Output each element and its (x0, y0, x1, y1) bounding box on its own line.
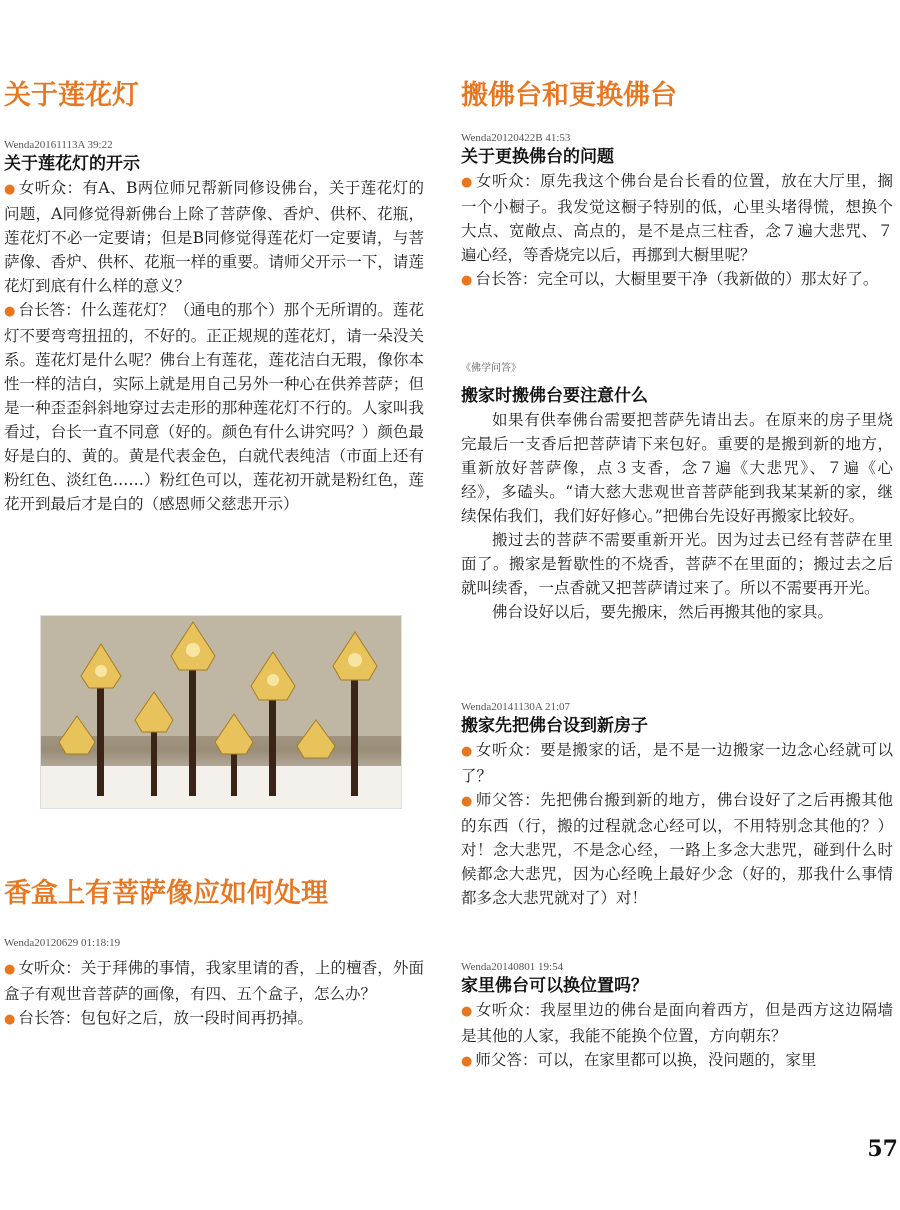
answer-paragraph (461, 1048, 893, 1074)
answer-paragraph (4, 1006, 424, 1032)
bullet-icon: ● (4, 962, 16, 977)
section-title-incense-box: 香盒上有菩萨像应如何处理 (4, 878, 328, 909)
answer-text: 师父答：先把佛台搬到新的地方，佛台设好了之后再搬其他的东西（行，搬的过程就念心经可以，不用特别念其他的？）对！念大悲咒，不是念心经，一路上多念大悲咒，碰到什么时候都念大悲咒，因为心经晚上最好少念（好的，那我什么事情都多念大悲咒就对了）对！ (461, 791, 894, 907)
article-subtitle: 搬家时搬佛台要注意什么 (461, 386, 648, 406)
question-text: 女听众：关于拜佛的事情，我家里请的香，上的檀香，外面盒子有观世音菩萨的画像，有四、五个盒子，怎么办？ (4, 959, 424, 1003)
bullet-icon: ● (461, 175, 473, 190)
question-paragraph (461, 998, 893, 1048)
question-paragraph (461, 738, 893, 788)
body-paragraph-1: 如果有供奉佛台需要把菩萨先请出去。在原来的房子里烧完最后一支香后把菩萨请下来包好。重要的是搬到新的地方，重新放好菩萨像，点３支香，念７遍《大悲咒》、７遍《心经》，多磕头。“请大慈大悲观世音菩萨能到我某某新的家，继续保佑我们，我们好好修心。”把佛台先设好再搬家比较好。 (461, 411, 893, 525)
question-text: 女听众：我屋里边的佛台是面向着西方，但是西方这边隔墙是其他的人家，我能不能换个位置，方向朝东？ (461, 1001, 894, 1045)
source-tag: Wenda20141130A 21:07 (461, 701, 571, 713)
bullet-icon: ● (461, 1054, 473, 1069)
article-subtitle: 关于莲花灯的开示 (4, 154, 140, 174)
answer-text: 台长答：什么莲花灯？（通电的那个）那个无所谓的。莲花灯不要弯弯扭扭的，不好的。正正规规的莲花灯，请一朵没关系。莲花灯是什么呢？佛台上有莲花，莲花洁白无瑕，像你本性一样的洁白，实际上就是用自己另外一种心在供养菩萨；但是一种歪歪斜斜地穿过去走形的那种莲花灯不行的。人家叫我看过，台长一直不同意（好的。颜色有什么讲究吗？）颜色最好是白的、黄的。黄是代表金色，白就代表纯洁（市面上还有粉红色、淡红色……）粉红色可以，莲花初开就是粉红色，莲花开到最后才是白的（感恩师父慈悲开示） (4, 301, 424, 513)
article-subtitle: 家里佛台可以换位置吗？ (461, 976, 648, 996)
question-text: 女听众：有A、B两位师兄帮新同修设佛台，关于莲花灯的问题，A同修觉得新佛台上除了菩萨像、香炉、供杯、花瓶，莲花灯不必一定要请；但是B同修觉得莲花灯一定要请，与菩萨像、香炉、供杯、花瓶一样的重要。请师父开示一下，请莲花灯到底有什么样的意义？ (4, 179, 425, 295)
bullet-icon: ● (4, 1012, 16, 1027)
lotus-lamp-photo (40, 615, 402, 809)
bullet-icon: ● (4, 304, 16, 319)
section-title-lotus-lamp: 关于莲花灯 (4, 80, 139, 111)
answer-text: 师父答：可以，在家里都可以换，没问题的，家里 (475, 1051, 817, 1069)
source-tag: 《佛学问答》 (461, 363, 521, 374)
bullet-icon: ● (461, 744, 473, 759)
article-altar-first (461, 700, 893, 910)
bullet-icon: ● (4, 182, 16, 197)
article-subtitle: 关于更换佛台的问题 (461, 147, 614, 167)
article-subtitle: 搬家先把佛台设到新房子 (461, 716, 648, 736)
page-number: 57 (867, 1136, 898, 1162)
answer-paragraph (461, 788, 893, 910)
article-change-position (461, 960, 893, 1074)
source-tag: Wenda20161113A 39:22 (4, 139, 113, 151)
section-title-move-altar: 搬佛台和更换佛台 (461, 80, 677, 111)
body-paragraph-2: 搬过去的菩萨不需要重新开光。因为过去已经有菩萨在里面了。搬家是暂歇性的不烧香，菩萨不在里面的；搬过去之后就叫续香，一点香就又把菩萨请过来了。所以不需要再开光。 (461, 531, 893, 597)
question-paragraph (4, 956, 424, 1006)
body-paragraph-3: 佛台设好以后，要先搬床，然后再搬其他的家具。 (492, 603, 834, 621)
question-paragraph (4, 176, 424, 298)
bullet-icon: ● (461, 273, 473, 288)
source-tag: Wenda20120629 01:18:19 (4, 937, 121, 949)
lotus-lamp-illustration (41, 616, 401, 808)
source-tag: Wenda20120422B 41:53 (461, 132, 571, 144)
bullet-icon: ● (461, 794, 473, 809)
question-text: 女听众：原先我这个佛台是台长看的位置，放在大厅里，搁一个小橱子。我发觉这橱子特别的低，心里头堵得慌，想换个大点、宽敞点、高点的，是不是点三柱香，念７遍大悲咒、７遍心经，等香烧完以后，再挪到大橱里呢？ (461, 172, 894, 264)
bullet-icon: ● (461, 1004, 473, 1019)
answer-paragraph (461, 267, 893, 293)
article-incense-box (4, 936, 424, 1032)
article-replace-altar (461, 131, 893, 293)
question-text: 女听众：要是搬家的话，是不是一边搬家一边念心经就可以了？ (461, 741, 894, 785)
question-paragraph (461, 169, 893, 267)
source-tag: Wenda20140801 19:54 (461, 961, 564, 973)
answer-text: 台长答：完全可以，大橱里要干净（我新做的）那太好了。 (475, 270, 879, 288)
article-lotus-lamp (4, 138, 424, 516)
answer-text: 台长答：包包好之后，放一段时间再扔掉。 (18, 1009, 313, 1027)
article-moving-house (461, 362, 893, 624)
answer-paragraph (4, 298, 424, 516)
